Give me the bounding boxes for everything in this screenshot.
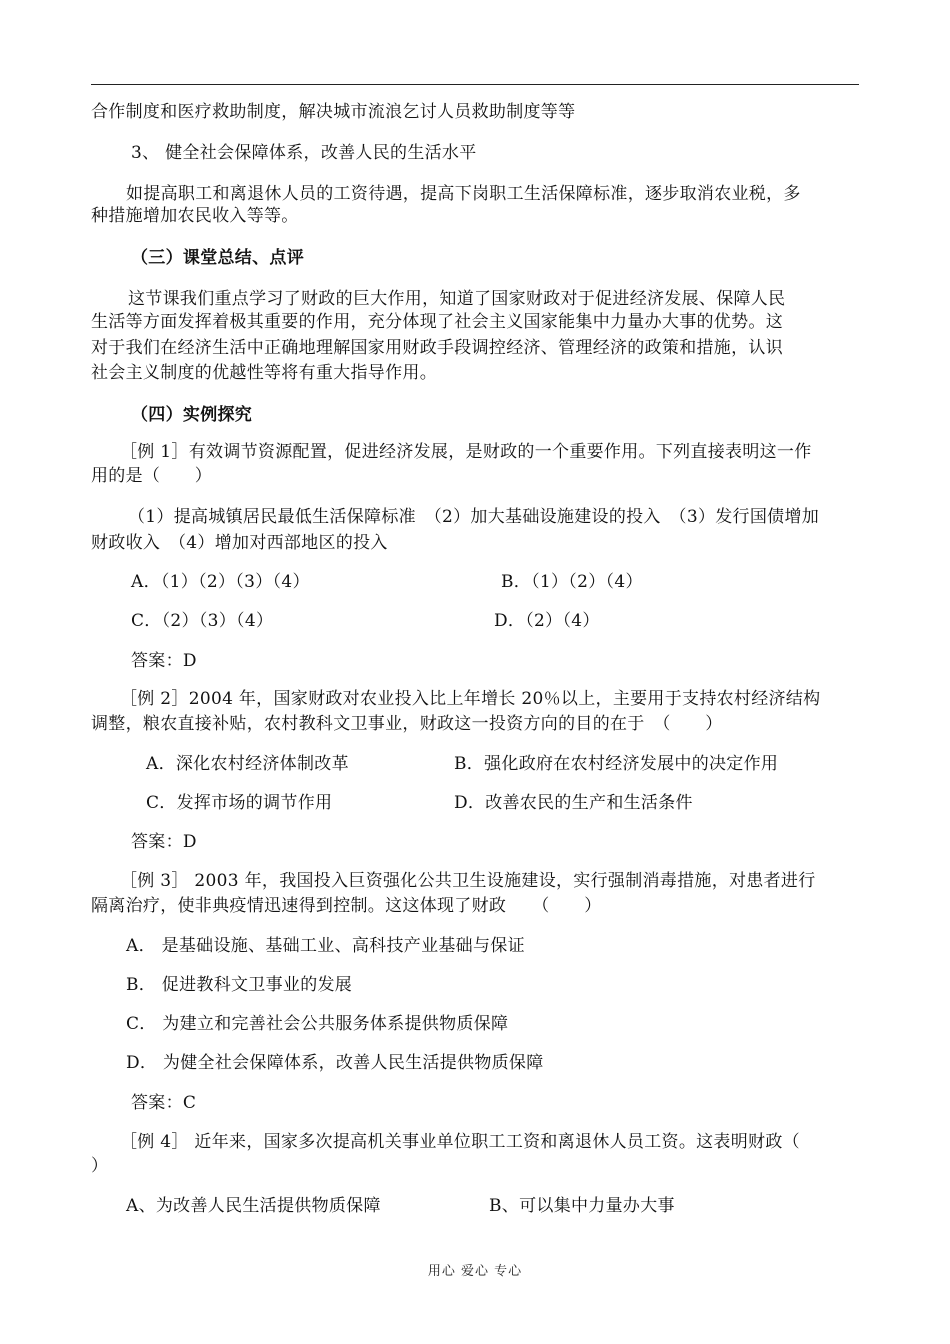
section3-line: 社会主义制度的优越性等将有重大指导作用。 [91, 363, 437, 383]
ex1-option-a: A．（1）（2）（3）（4） [131, 572, 310, 592]
section3-line: 这节课我们重点学习了财政的巨大作用，知道了国家财政对于促进经济发展、保障人民 [128, 289, 786, 309]
ex2-option-b: B．强化政府在农村经济发展中的决定作用 [454, 754, 779, 774]
ex1-option-c: C．（2）（3）（4） [131, 611, 274, 631]
ex2-option-a: A．深化农村经济体制改革 [146, 754, 349, 774]
ex3-option-d: D． 为健全社会保障体系，改善人民生活提供物质保障 [126, 1053, 544, 1073]
ex1-question-line: 用的是（ ） [91, 466, 213, 486]
ex2-question-line: 调整，粮农直接补贴，农村教科文卫事业，财政这一投资方向的目的在于 （ ） [91, 714, 723, 734]
ex2-answer: 答案：D [131, 832, 197, 852]
ex4-option-a: A、为改善人民生活提供物质保障 [126, 1196, 381, 1216]
section4-heading: （四）实例探究 [131, 405, 253, 425]
ex4-option-b: B、可以集中力量办大事 [489, 1196, 675, 1216]
ex1-answer: 答案：D [131, 651, 197, 671]
ex1-statement-line: （1）提高城镇居民最低生活保障标准 （2）加大基础设施建设的投入 （3）发行国债增加 [128, 507, 820, 527]
item3-body-line: 种措施增加农民收入等等。 [91, 206, 299, 226]
ex1-statement-line: 财政收入 （4）增加对西部地区的投入 [91, 533, 388, 553]
section3-heading: （三）课堂总结、点评 [131, 248, 304, 268]
ex1-option-b: B．（1）（2）（4） [501, 572, 643, 592]
ex3-answer: 答案：C [131, 1093, 197, 1113]
ex3-question-line: ［例 3］ 2003 年，我国投入巨资强化公共卫生设施建设，实行强制消毒措施，对患者进行 [120, 871, 816, 891]
ex1-option-d: D．（2）（4） [494, 611, 600, 631]
ex3-option-c: C． 为建立和完善社会公共服务体系提供物质保障 [126, 1014, 509, 1034]
item3-heading: 3、 健全社会保障体系，改善人民的生活水平 [131, 143, 477, 163]
ex4-question-line: ） [91, 1156, 109, 1176]
item3-body-line: 如提高职工和离退休人员的工资待遇，提高下岗职工生活保障标准，逐步取消农业税，多 [126, 184, 801, 204]
ex3-option-b: B． 促进教科文卫事业的发展 [126, 975, 353, 995]
continuation-line: 合作制度和医疗救助制度，解决城市流浪乞讨人员救助制度等等 [91, 102, 576, 122]
ex4-question-line: ［例 4］ 近年来，国家多次提高机关事业单位职工工资和离退休人员工资。这表明财政（ [120, 1132, 800, 1152]
ex3-option-a: A． 是基础设施、基础工业、高科技产业基础与保证 [126, 936, 525, 956]
ex2-question-line: ［例 2］2004 年，国家财政对农业投入比上年增长 20％以上，主要用于支持农村经济结构 [120, 689, 821, 709]
page-footer: 用心 爱心 专心 [427, 1264, 523, 1279]
header-rule [91, 84, 859, 85]
ex3-question-line: 隔离治疗，使非典疫情迅速得到控制。这这体现了财政 （ ） [91, 896, 602, 916]
section3-line: 生活等方面发挥着极其重要的作用，充分体现了社会主义国家能集中力量办大事的优势。这 [91, 312, 783, 332]
section3-line: 对于我们在经济生活中正确地理解国家用财政手段调控经济、管理经济的政策和措施，认识 [91, 338, 783, 358]
ex2-option-c: C．发挥市场的调节作用 [146, 793, 333, 813]
ex2-option-d: D．改善农民的生产和生活条件 [454, 793, 693, 813]
ex1-question-line: ［例 1］有效调节资源配置，促进经济发展，是财政的一个重要作用。下列直接表明这一作 [120, 442, 812, 462]
